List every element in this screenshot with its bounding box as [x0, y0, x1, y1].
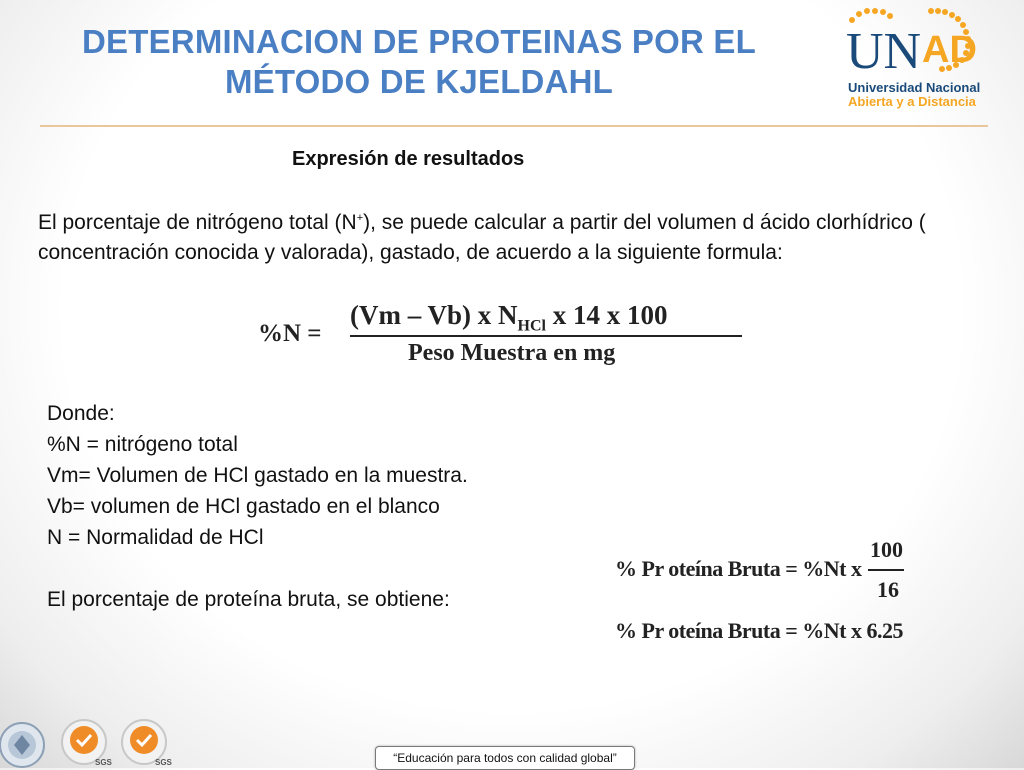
- slide-title-line1: DETERMINACION DE PROTEINAS POR EL: [82, 23, 756, 60]
- protein-text: El porcentaje de proteína bruta, se obtiene:: [47, 588, 450, 611]
- colombia-seal-icon: [0, 723, 44, 767]
- protein-formula-text: % Pr oteína Bruta = %Nt x: [615, 556, 862, 581]
- unad-logo: [842, 6, 992, 114]
- definition-item: %N = nitrógeno total: [47, 433, 238, 456]
- certification-badges: [0, 715, 180, 768]
- protein-formula-denominator: 16: [877, 577, 899, 602]
- protein-formula-simple: % Pr oteína Bruta = %Nt x 6.25: [615, 618, 903, 643]
- definitions-list: [47, 398, 468, 615]
- protein-fraction-bar: [868, 569, 904, 571]
- definition-item: Vb= volumen de HCl gastado en el blanco: [47, 495, 440, 518]
- slide-title: [14, 22, 824, 102]
- logo-name-line2: Abierta y a Distancia: [848, 94, 976, 109]
- intro-text-start: El porcentaje de nitrógeno total (N: [38, 211, 357, 234]
- slide-title-line2: MÉTODO DE KJELDAHL: [224, 63, 613, 100]
- definition-item: Vm= Volumen de HCl gastado en la muestra.: [47, 464, 468, 487]
- intro-paragraph: [38, 208, 938, 268]
- nitrogen-formula-numerator: [350, 300, 667, 335]
- definition-item: N = Normalidad de HCl: [47, 526, 264, 549]
- header-divider: [40, 125, 988, 127]
- definitions-spacer: [47, 553, 468, 584]
- numerator-subscript: HCl: [517, 317, 546, 335]
- sgs-badge-icon: [122, 720, 173, 767]
- section-subtitle: Expresión de resultados: [292, 148, 525, 170]
- logo-un-text: UN: [846, 23, 922, 80]
- nitrogen-formula-lhs: %N =: [258, 320, 322, 347]
- svg-text:SGS: SGS: [155, 758, 172, 767]
- protein-formula-fraction: [615, 535, 915, 610]
- logo-ad-text: AD: [922, 29, 977, 71]
- svg-text:SGS: SGS: [95, 758, 112, 767]
- definition-heading: Donde:: [47, 402, 115, 425]
- nitrogen-fraction-bar: [350, 335, 742, 337]
- motto-banner: “Educación para todos con calidad global”: [375, 746, 635, 770]
- intro-superscript: +: [356, 212, 364, 224]
- protein-formula-numerator: 100: [870, 537, 903, 562]
- intro-text-end: ), se puede calcular a partir del volumen d ácido clorhídrico ( concentración conocida y valorada), gastado, de acuerdo a la siguiente formula:: [38, 211, 926, 264]
- numerator-tail: x 14 x 100: [545, 300, 668, 330]
- nitrogen-formula-denominator: Peso Muestra en mg: [408, 340, 616, 366]
- nitrogen-formula: [258, 300, 748, 370]
- numerator-head: (Vm – Vb) x N: [350, 300, 518, 330]
- sgs-badge-icon: [62, 720, 113, 767]
- logo-name-line1: Universidad Nacional: [848, 80, 981, 95]
